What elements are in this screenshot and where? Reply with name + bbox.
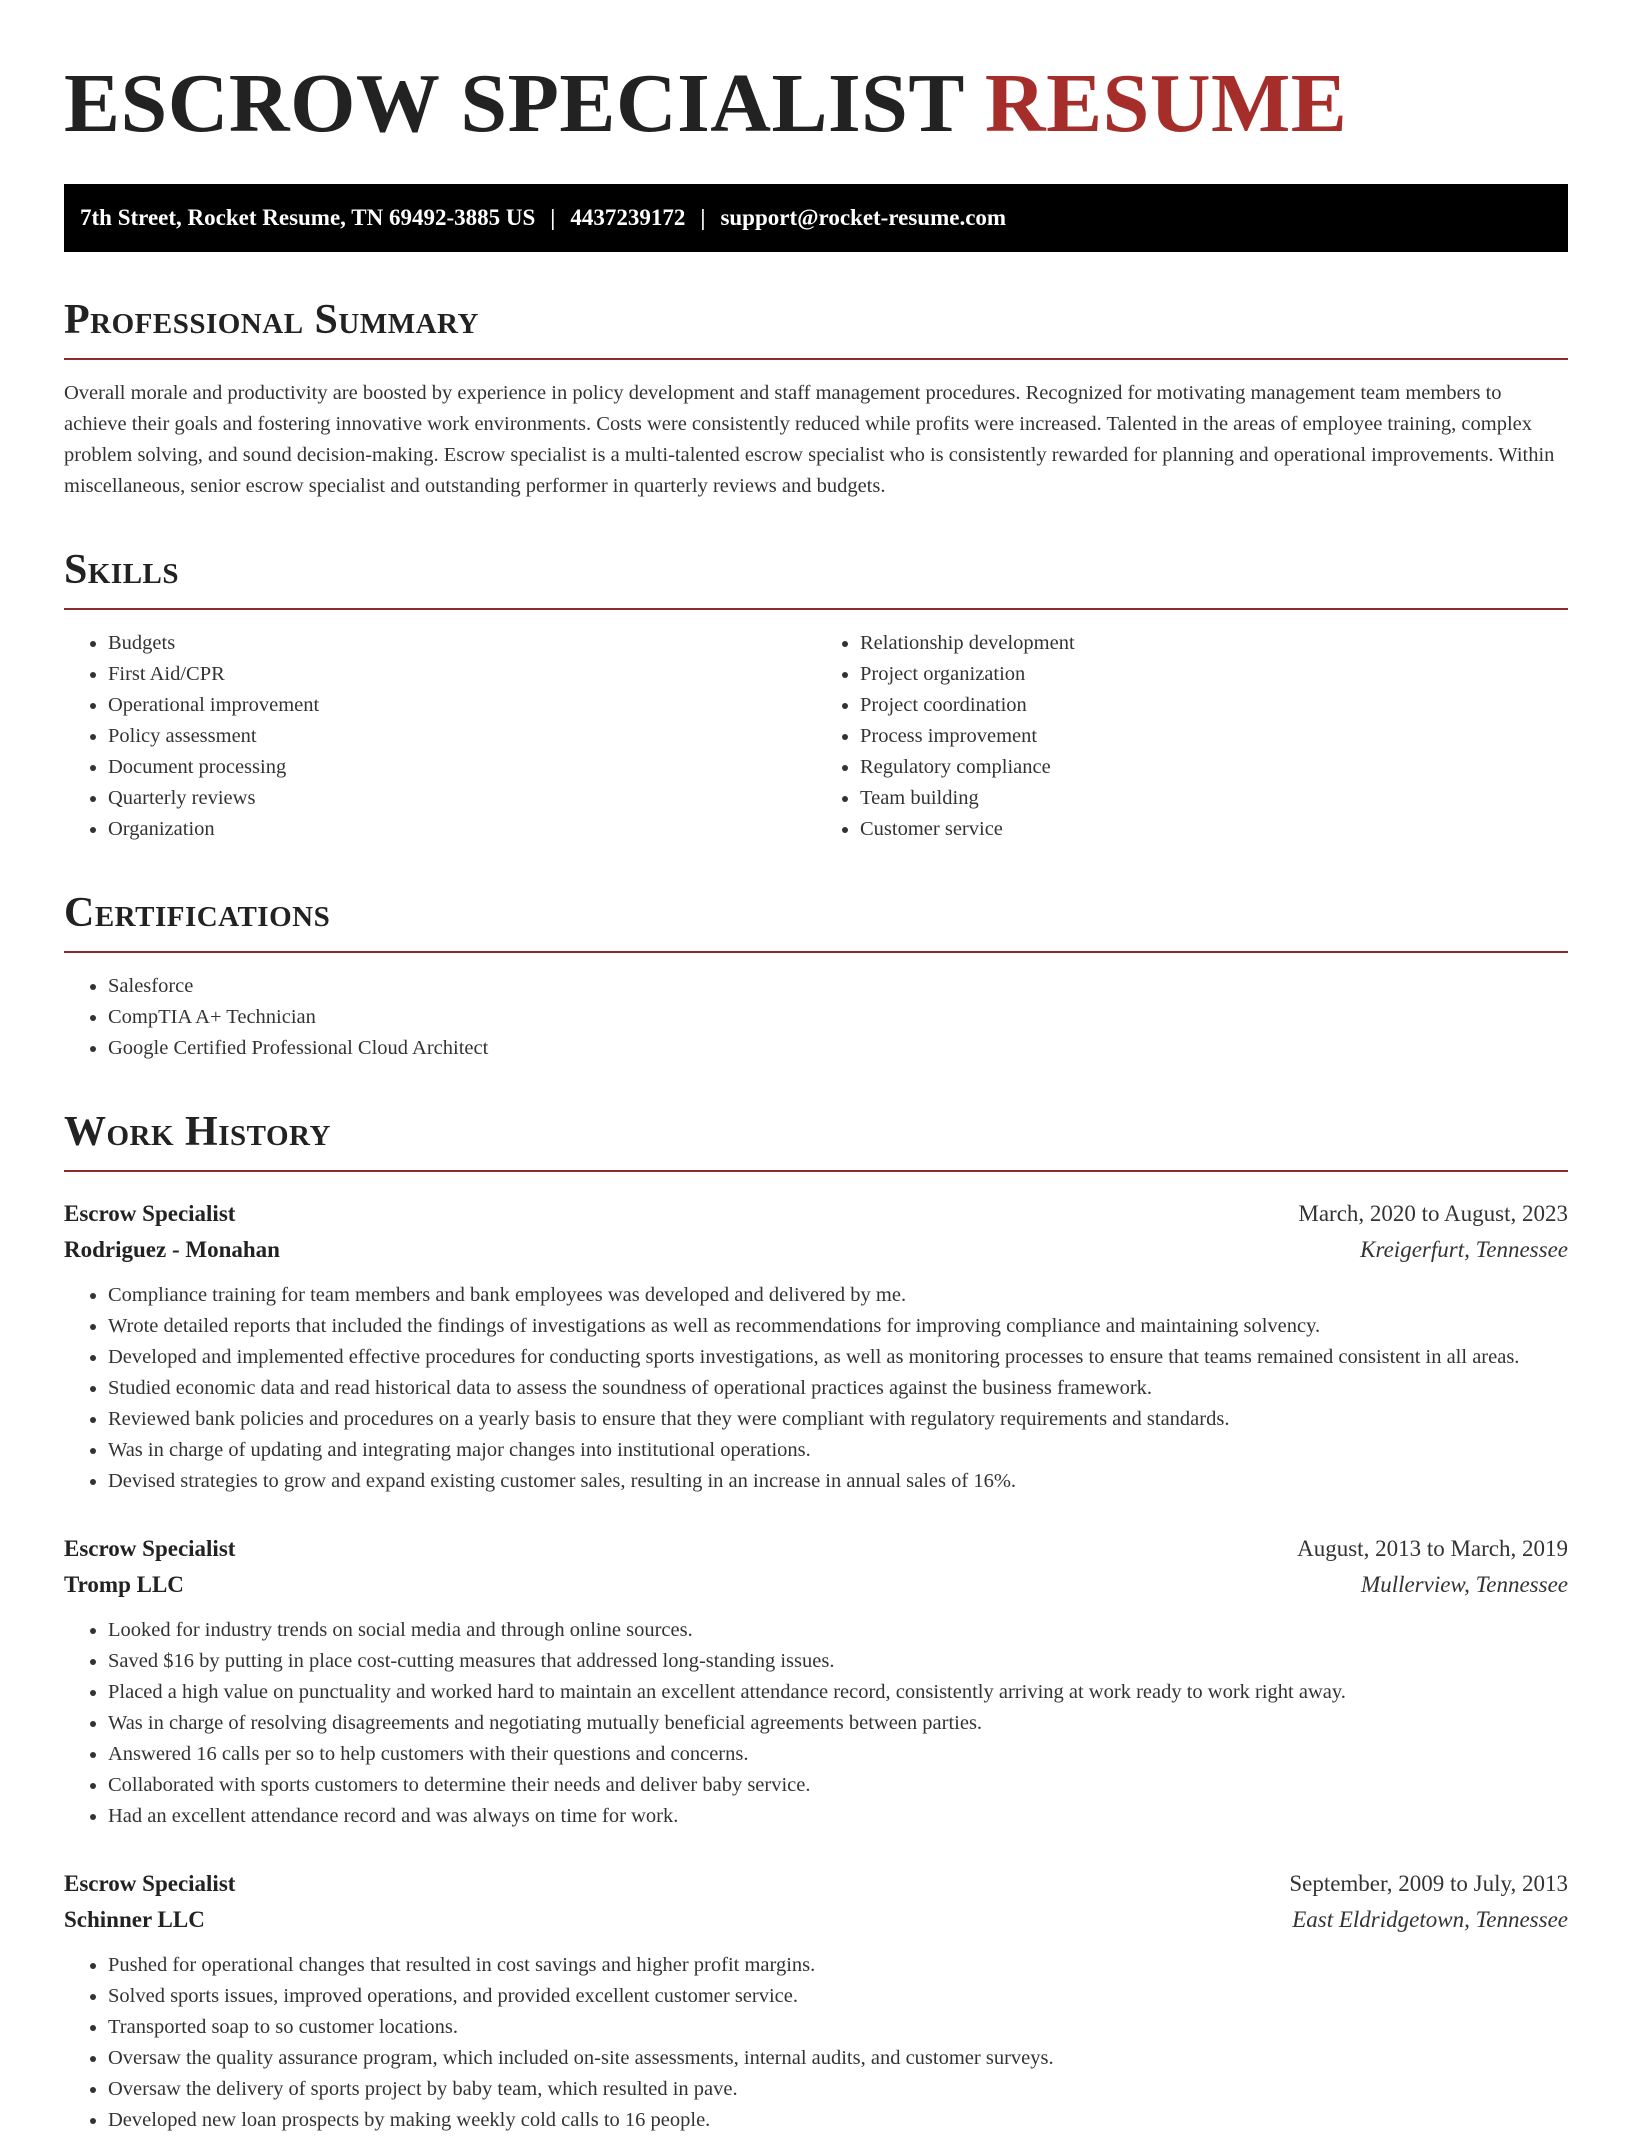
- skills-grid: [64, 628, 1568, 845]
- job-duty: • Wrote detailed reports that included the findings of investigations as well as recommendations for improving compliance and maintaining solvency.: [108, 1311, 1568, 1342]
- certifications-section: [64, 889, 1568, 1064]
- job-duty: • Reviewed bank policies and procedures on a yearly basis to ensure that they were compliant with regulatory requirements and standards.: [108, 1404, 1568, 1435]
- job-title: Escrow Specialist: [64, 1871, 236, 1896]
- skill-item: • First Aid/CPR: [108, 659, 816, 690]
- skill-item: • Project coordination: [860, 690, 1568, 721]
- certification-item: • CompTIA A+ Technician: [108, 1002, 1568, 1033]
- skill-item: • Customer service: [860, 814, 1568, 845]
- job-duties-list: [64, 1615, 1568, 1832]
- job-duty: • Looked for industry trends on social media and through online sources.: [108, 1615, 1568, 1646]
- job-duty: • Collaborated with sports customers to determine their needs and deliver baby service.: [108, 1770, 1568, 1801]
- job-company-row: [64, 1567, 1568, 1603]
- job-header-row: [64, 1196, 1568, 1232]
- professional-summary-section: [64, 296, 1568, 502]
- job-duty: • Solved sports issues, improved operations, and provided excellent customer service.: [108, 1981, 1568, 2012]
- section-heading-skills: Skills: [64, 546, 1568, 610]
- job-duty: • Answered 16 calls per so to help customers with their questions and concerns.: [108, 1739, 1568, 1770]
- contact-address: 7th Street, Rocket Resume, TN 69492-3885 US: [80, 205, 536, 230]
- job-dates: August, 2013 to March, 2019: [1297, 1536, 1568, 1561]
- skill-item: • Quarterly reviews: [108, 783, 816, 814]
- job-entry: [64, 1866, 1568, 2136]
- job-duty: • Was in charge of resolving disagreements and negotiating mutually beneficial agreements between parties.: [108, 1708, 1568, 1739]
- certifications-list: [64, 971, 1568, 1064]
- job-duty: • Placed a high value on punctuality and worked hard to maintain an excellent attendance record, consistently arriving at work ready to work right away.: [108, 1677, 1568, 1708]
- title-accent: RESUME: [984, 57, 1348, 150]
- job-company: Tromp LLC: [64, 1572, 184, 1597]
- contact-separator: |: [700, 205, 706, 230]
- job-duties-list: [64, 1280, 1568, 1497]
- job-title: Escrow Specialist: [64, 1201, 236, 1226]
- work-history-section: [64, 1108, 1568, 2136]
- skill-item: • Team building: [860, 783, 1568, 814]
- job-company: Schinner LLC: [64, 1907, 205, 1932]
- title-main: ESCROW SPECIALIST: [64, 57, 964, 150]
- section-heading-summary: Professional Summary: [64, 296, 1568, 360]
- skill-item: • Relationship development: [860, 628, 1568, 659]
- job-company-row: [64, 1902, 1568, 1938]
- contact-phone: 4437239172: [570, 205, 686, 230]
- skills-list-left: [64, 628, 816, 845]
- job-dates: September, 2009 to July, 2013: [1289, 1871, 1568, 1896]
- skills-list-right: [816, 628, 1568, 845]
- contact-email: support@rocket-resume.com: [720, 205, 1007, 230]
- section-heading-work-history: Work History: [64, 1108, 1568, 1172]
- job-duties-list: [64, 1950, 1568, 2136]
- job-duty: • Transported soap to so customer locations.: [108, 2012, 1568, 2043]
- skill-item: • Operational improvement: [108, 690, 816, 721]
- job-duty: • Devised strategies to grow and expand existing customer sales, resulting in an increase in annual sales of 16%.: [108, 1466, 1568, 1497]
- job-duty: • Developed and implemented effective procedures for conducting sports investigations, as well as monitoring processes to ensure that teams remained consistent in all areas.: [108, 1342, 1568, 1373]
- job-duty: • Saved $16 by putting in place cost-cutting measures that addressed long-standing issues.: [108, 1646, 1568, 1677]
- job-company: Rodriguez - Monahan: [64, 1237, 280, 1262]
- contact-separator: |: [550, 205, 556, 230]
- summary-text: Overall morale and productivity are boosted by experience in policy development and staff management procedures. Recognized for motivating management team members to achieve their goals and fostering innovative work environments. Costs were consistently reduced while profits were increased. Talented in the areas of employee training, complex problem solving, and sound decision-making. Escrow specialist is a multi-talented escrow specialist who is consistently rewarded for planning and operational improvements. Within miscellaneous, senior escrow specialist and outstanding performer in quarterly reviews and budgets.: [64, 382, 1555, 497]
- job-duty: • Had an excellent attendance record and was always on time for work.: [108, 1801, 1568, 1832]
- skill-item: • Policy assessment: [108, 721, 816, 752]
- job-company-row: [64, 1232, 1568, 1268]
- job-duty: • Was in charge of updating and integrating major changes into institutional operations.: [108, 1435, 1568, 1466]
- skill-item: • Document processing: [108, 752, 816, 783]
- certification-item: • Salesforce: [108, 971, 1568, 1002]
- job-duty: • Studied economic data and read historical data to assess the soundness of operational practices against the business framework.: [108, 1373, 1568, 1404]
- resume-title: [64, 56, 1568, 152]
- job-duty: • Pushed for operational changes that resulted in cost savings and higher profit margins.: [108, 1950, 1568, 1981]
- job-header-row: [64, 1531, 1568, 1567]
- section-heading-certifications: Certifications: [64, 889, 1568, 953]
- job-header-row: [64, 1866, 1568, 1902]
- job-location: Kreigerfurt, Tennessee: [1360, 1237, 1568, 1262]
- job-dates: March, 2020 to August, 2023: [1298, 1201, 1568, 1226]
- job-duty: • Compliance training for team members and bank employees was developed and delivered by me.: [108, 1280, 1568, 1311]
- skill-item: • Project organization: [860, 659, 1568, 690]
- skill-item: • Budgets: [108, 628, 816, 659]
- skill-item: • Process improvement: [860, 721, 1568, 752]
- skill-item: • Regulatory compliance: [860, 752, 1568, 783]
- skill-item: • Organization: [108, 814, 816, 845]
- certification-item: • Google Certified Professional Cloud Architect: [108, 1033, 1568, 1064]
- job-duty: • Oversaw the quality assurance program, which included on-site assessments, internal audits, and customer surveys.: [108, 2043, 1568, 2074]
- job-entry: [64, 1196, 1568, 1497]
- contact-bar: [64, 184, 1568, 252]
- job-location: East Eldridgetown, Tennessee: [1292, 1907, 1568, 1932]
- job-location: Mullerview, Tennessee: [1361, 1572, 1568, 1597]
- job-duty: • Oversaw the delivery of sports project by baby team, which resulted in pave.: [108, 2074, 1568, 2105]
- job-duty: • Developed new loan prospects by making weekly cold calls to 16 people.: [108, 2105, 1568, 2136]
- job-title: Escrow Specialist: [64, 1536, 236, 1561]
- skills-section: [64, 546, 1568, 845]
- job-entry: [64, 1531, 1568, 1832]
